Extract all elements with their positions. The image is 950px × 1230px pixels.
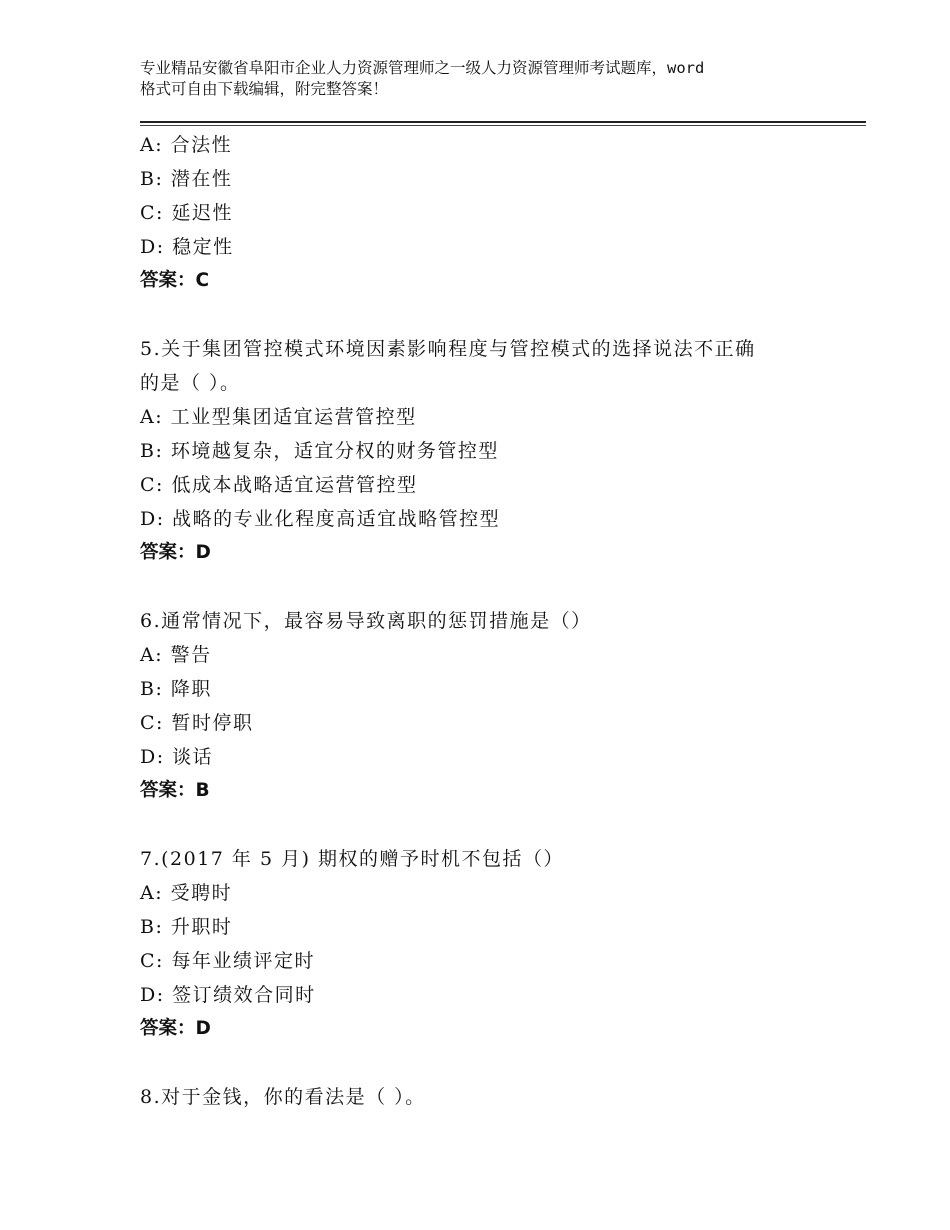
header-title-line-2: 格式可自由下载编辑，附完整答案！ [140,80,389,98]
question-4-continued [140,128,866,298]
question-8 [140,1080,866,1114]
option-a: A: 警告 [140,644,212,666]
option-a: A: 受聘时 [140,882,233,904]
question-stem: 8.对于金钱，你的看法是（ ）。 [140,1086,426,1108]
question-7 [140,842,866,1046]
header-title-line-1: 专业精品安徽省阜阳市企业人力资源管理师之一级人力资源管理师考试题库，word [140,59,705,77]
option-d: D: 稳定性 [140,236,234,258]
option-a: A: 合法性 [140,134,233,156]
option-d: D: 签订绩效合同时 [140,984,316,1006]
option-a: A: 工业型集团适宜运营管控型 [140,406,417,428]
option-c: C: 延迟性 [140,202,233,224]
question-stem: 6.通常情况下，最容易导致离职的惩罚措施是（） [140,610,592,632]
header-divider-thin [140,125,866,126]
answer: 答案：D [140,1018,211,1039]
option-b: B: 潜在性 [140,168,233,190]
option-c: C: 低成本战略适宜运营管控型 [140,474,418,496]
document-header [140,58,840,100]
answer: 答案：D [140,542,211,563]
question-stem-continued: 的是（ ）。 [140,372,241,394]
spacer [140,298,866,332]
option-c: C: 每年业绩评定时 [140,950,315,972]
option-d: D: 谈话 [140,746,214,768]
spacer [140,808,866,842]
answer: 答案：B [140,780,210,801]
option-b: B: 环境越复杂，适宜分权的财务管控型 [140,440,499,462]
question-stem: 7.(2017 年 5 月) 期权的赠予时机不包括（） [140,848,565,870]
option-d: D: 战略的专业化程度高适宜战略管控型 [140,508,501,530]
option-b: B: 降职 [140,678,212,700]
header-divider-thick [140,121,866,123]
spacer [140,1046,866,1080]
question-stem: 5.关于集团管控模式环境因素影响程度与管控模式的选择说法不正确 [140,338,756,360]
question-6 [140,604,866,808]
option-b: B: 升职时 [140,916,233,938]
answer: 答案：C [140,270,210,291]
spacer [140,570,866,604]
question-list [140,128,866,1114]
question-5 [140,332,866,570]
option-c: C: 暂时停职 [140,712,254,734]
